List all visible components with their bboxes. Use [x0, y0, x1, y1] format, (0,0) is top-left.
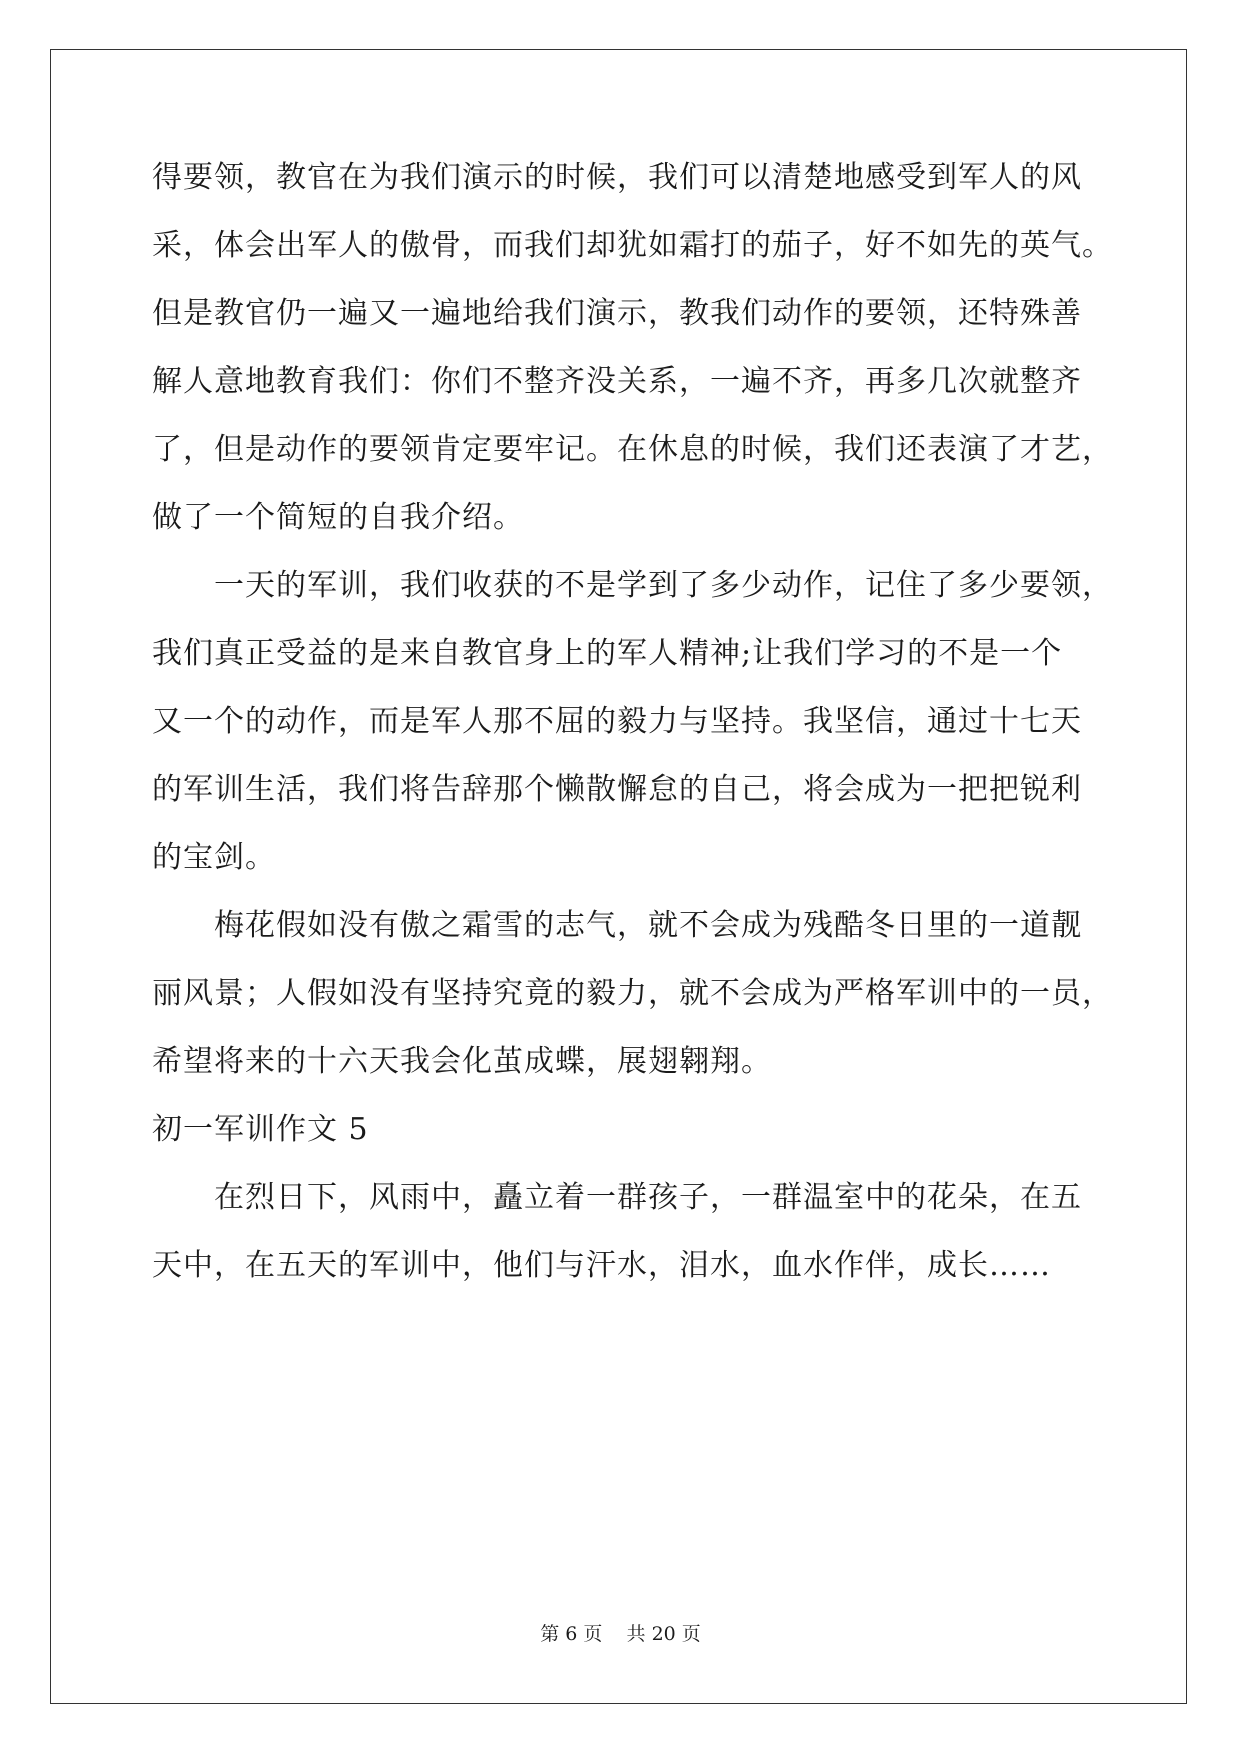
paragraph-line: 天中，在五天的军训中，他们与汗水，泪水，血水作伴，成长……: [152, 1248, 1051, 1283]
paragraph-line: 采，体会出军人的傲骨，而我们却犹如霜打的茄子，好不如先的英气。: [152, 228, 1113, 263]
paragraph-line: 又一个的动作，而是军人那不屈的毅力与坚持。我坚信，通过十七天: [152, 704, 1082, 739]
paragraph-line: 的宝剑。: [152, 840, 276, 875]
paragraph-line: 丽风景；人假如没有坚持究竟的毅力，就不会成为严格军训中的一员，: [152, 976, 1113, 1011]
section-heading: 初一军训作文 5: [152, 1112, 369, 1147]
paragraph-line: 得要领，教官在为我们演示的时候，我们可以清楚地感受到军人的风: [152, 160, 1082, 195]
paragraph-line: 在烈日下，风雨中，矗立着一群孩子，一群温室中的花朵，在五: [214, 1180, 1082, 1215]
paragraph-line: 解人意地教育我们：你们不整齐没关系，一遍不齐，再多几次就整齐: [152, 364, 1082, 399]
paragraph-line: 一天的军训，我们收获的不是学到了多少动作，记住了多少要领，: [214, 568, 1113, 603]
paragraph-line: 我们真正受益的是来自教官身上的军人精神;让我们学习的不是一个: [152, 636, 1063, 671]
page-number: 第 6 页: [540, 1623, 603, 1645]
paragraph-line: 但是教官仍一遍又一遍地给我们演示，教我们动作的要领，还特殊善: [152, 296, 1082, 331]
paragraph-line: 了，但是动作的要领肯定要牢记。在休息的时候，我们还表演了才艺，: [152, 432, 1113, 467]
paragraph-line: 做了一个简短的自我介绍。: [152, 500, 524, 535]
footer-spacer: [602, 1623, 626, 1645]
page-footer: [0, 1622, 1241, 1646]
paragraph-line: 梅花假如没有傲之霜雪的志气，就不会成为残酷冬日里的一道靓: [214, 908, 1082, 943]
paragraph-line: 的军训生活，我们将告辞那个懒散懈怠的自己，将会成为一把把锐利: [152, 772, 1082, 807]
page-total: 共 20 页: [626, 1623, 701, 1645]
paragraph-line: 希望将来的十六天我会化茧成蝶，展翅翱翔。: [152, 1044, 772, 1079]
